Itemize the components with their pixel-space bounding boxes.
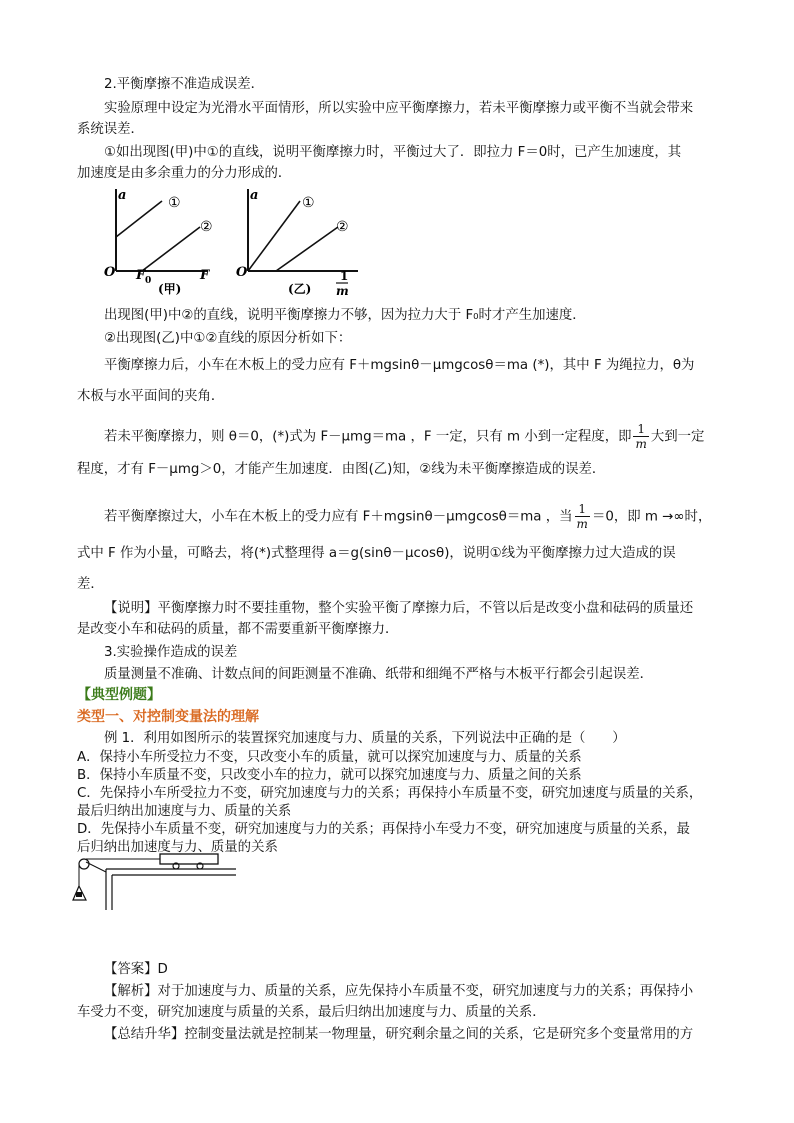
line-2-label: ② <box>200 219 213 235</box>
graph-line-1 <box>116 201 162 237</box>
line-1-label: ① <box>168 195 181 211</box>
line-1-label: ① <box>302 195 315 211</box>
analysis-line: 【解析】对于加速度与力、质量的关系，应先保持小车质量不变，研究加速度与力的关系；再保持小 <box>104 984 694 999</box>
paragraph-line: 程度，才有 F－μmg＞0，才能产生加速度．由图(乙)知，②线为未平衡摩擦造成的误差． <box>77 462 606 477</box>
paragraph-line: 出现图(甲)中②的直线，说明平衡摩擦力不够，因为拉力大于 F₀时才产生加速度． <box>104 308 586 323</box>
x-axis-denominator: m <box>336 284 349 298</box>
fraction-numerator: 1 <box>633 422 648 437</box>
paragraph-line: 实验原理中设定为光滑水平面情形，所以实验中应平衡摩擦力，若未平衡摩擦力或平衡不当就会带来 <box>104 101 694 116</box>
paragraph-line: 质量测量不准确、计数点间的间距测量不准确、纸带和细绳不严格与木板平行都会引起误差． <box>104 667 654 682</box>
option-a: A．保持小车所受拉力不变，只改变小车的质量，就可以探究加速度与力、质量的关系 <box>77 750 582 765</box>
paragraph-line <box>104 502 711 531</box>
paragraph-line: ②出现图(乙)中①②直线的原因分析如下： <box>104 331 352 346</box>
typical-examples-heading: 【典型例题】 <box>77 687 161 703</box>
pulley <box>79 859 89 869</box>
type-heading: 类型一、对控制变量法的理解 <box>77 709 259 725</box>
y-axis-label: a <box>118 188 127 203</box>
figure-caption-jia: (甲) <box>158 282 182 296</box>
fraction-denominator: m <box>576 517 588 531</box>
text-segment: ＝0，即 m →∞时， <box>591 509 712 525</box>
graph-line-2 <box>142 227 200 271</box>
paragraph-line: 式中 F 作为小量，可略去，将(*)式整理得 a＝g(sinθ－μcosθ)，说明①线为平衡摩擦力过大造成的误 <box>77 546 676 561</box>
fraction-denominator: m <box>635 437 647 451</box>
section-2-title: 2.平衡摩擦不准造成误差． <box>104 77 265 92</box>
line-2-label: ② <box>336 219 349 235</box>
graph-yi <box>236 188 358 298</box>
fraction-numerator: 1 <box>575 502 590 517</box>
graph-jia <box>104 188 213 296</box>
paragraph-line: 差． <box>77 577 104 592</box>
text-segment: 若未平衡摩擦力，则 θ＝0，(*)式为 F－μmg＝ma ，F 一定，只有 m 小到一定程度，即 <box>104 429 632 445</box>
option-c: C．先保持小车所受拉力不变，研究加速度与力的关系；再保持小车质量不变，研究加速度与质量的关系， <box>77 786 703 801</box>
origin-label: O <box>104 265 116 280</box>
example-stem: 例 1．利用如图所示的装置探究加速度与力、质量的关系，下列说法中正确的是（ ） <box>104 731 626 746</box>
figure-caption-yi: (乙) <box>288 282 312 296</box>
note-line: 【说明】平衡摩擦力时不要挂重物，整个实验平衡了摩擦力后，不管以后是改变小盘和砝码的质量还 <box>104 601 694 616</box>
option-d: D．先保持小车质量不变，研究加速度与力的关系；再保持小车受力不变，研究加速度与质量的关系，最 <box>77 822 690 837</box>
graph-line-2 <box>276 227 338 271</box>
option-c-cont: 最后归纳出加速度与力、质量的关系 <box>77 804 292 819</box>
paragraph-line: 加速度是由多余重力的分力形成的． <box>77 166 292 181</box>
answer: 【答案】D <box>104 962 168 977</box>
analysis-line: 车受力不变，研究加速度与质量的关系，最后归纳出加速度与力、质量的关系． <box>77 1005 546 1020</box>
text-segment: 大到一定 <box>650 429 705 445</box>
f0-subscript: 0 <box>145 276 152 286</box>
section-3-title: 3.实验操作造成的误差 <box>104 645 238 660</box>
paragraph-line: ①如出现图(甲)中①的直线，说明平衡摩擦力时，平衡过大了．即拉力 F＝0时，已产生加速度，其 <box>104 145 682 160</box>
summary-line: 【总结升华】控制变量法就是控制某一物理量，研究剩余量之间的关系，它是研究多个变量常用的方 <box>104 1027 694 1042</box>
paragraph-line: 系统误差． <box>77 122 144 137</box>
paragraph-line <box>104 422 704 451</box>
paragraph-line: 木板与水平面间的夹角． <box>77 389 225 404</box>
y-axis-label: a <box>250 188 259 203</box>
f0-label: F <box>136 268 146 283</box>
graphs-figure <box>96 185 386 301</box>
fraction <box>633 422 648 451</box>
apparatus-diagram <box>72 850 242 910</box>
x-axis-numerator: 1 <box>340 269 349 283</box>
paragraph-line: 平衡摩擦力后，小车在木板上的受力应有 F＋mgsinθ－μmgcosθ＝ma (*)，其中 F 为绳拉力，θ为 <box>104 358 695 373</box>
graph-line-1 <box>248 201 300 271</box>
origin-label: O <box>236 265 248 280</box>
option-d-cont: 后归纳出加速度与力、质量的关系 <box>77 840 278 855</box>
x-axis-label: F <box>200 268 210 283</box>
option-b: B．保持小车质量不变，只改变小车的拉力，就可以探究加速度与力、质量之间的关系 <box>77 768 582 783</box>
cart <box>160 854 218 864</box>
note-line: 是改变小车和砝码的质量，都不需要重新平衡摩擦力． <box>77 622 399 637</box>
fraction <box>575 502 590 531</box>
text-segment: 若平衡摩擦过大，小车在木板上的受力应有 F＋mgsinθ－μmgcosθ＝ma ，当 <box>104 509 573 525</box>
